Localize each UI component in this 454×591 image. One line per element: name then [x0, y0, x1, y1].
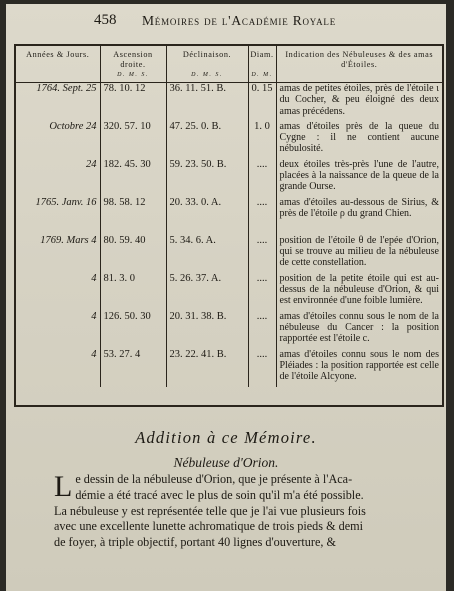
cell-description: position de l'étoile θ de l'epée d'Orion, qui se trouve au milieu de la nébuleuse de cette constellation.	[279, 234, 439, 269]
subheader-4	[276, 72, 442, 83]
cell-dec: 23. 22. 41. B.	[166, 349, 248, 387]
cell-date: 1765. Janv. 16	[16, 197, 100, 235]
cell-description: amas de petites étoiles, près de l'étoile ι du Cocher, & peu éloigné des deux amas précédens.	[279, 83, 439, 117]
cell-ra: 80. 59. 40	[100, 235, 166, 273]
header-diameter: Diam.	[248, 46, 276, 72]
cell-date: 24	[16, 159, 100, 197]
running-title: Mémoires de l'Académie Royale	[142, 13, 337, 28]
subheader-dec-units: D. M. S.	[166, 72, 248, 83]
cell-ra: 182. 45. 30	[100, 159, 166, 197]
cell-ra: 78. 10. 12	[100, 83, 166, 121]
section-subtitle: Nébuleuse d'Orion.	[173, 455, 279, 470]
table-row	[16, 349, 442, 387]
cell-description: amas d'étoiles près de la queue du Cygne : il ne contient aucune nébulosité.	[279, 120, 439, 155]
cell-description: position de la petite étoile qui est au-dessus de la nébuleuse d'Orion, & qui est environnée d'une foible lumière.	[279, 272, 439, 307]
body-line: de foyer, à triple objectif, portant 40 lignes d'ouverture, &	[54, 535, 336, 550]
header-declination: Déclinaison.	[166, 46, 248, 72]
cell-description: amas d'étoiles connu sous le nom des Pléiades : la position rapportée est celle de l'étoile Alcyone.	[279, 348, 439, 383]
body-paragraph	[54, 472, 432, 551]
cell-diam: ....	[248, 159, 276, 197]
cell-description: amas d'étoiles connu sous le nom de la nébuleuse du Cancer : la position rapportée est l'étoile c.	[279, 310, 439, 345]
cell-date: 1764. Sept. 25	[16, 83, 100, 121]
cell-diam: ....	[248, 235, 276, 273]
cell-dec: 5. 26. 37. A.	[166, 273, 248, 311]
table-row	[16, 311, 442, 349]
book-page	[6, 4, 446, 591]
header-indication: Indication des Nébuleuses & des amas d'Étoiles.	[285, 50, 434, 69]
cell-dec: 36. 11. 51. B.	[166, 83, 248, 121]
cell-ra: 320. 57. 10	[100, 121, 166, 159]
table-row	[16, 197, 442, 235]
cell-ra: 53. 27. 4	[100, 349, 166, 387]
cell-dec: 5. 34. 6. A.	[166, 235, 248, 273]
table-row	[16, 273, 442, 311]
body-line: La nébuleuse y est représentée telle que je l'ai vue plusieurs fois	[54, 503, 366, 518]
header-right-ascension: Ascension droite.	[100, 46, 166, 72]
cell-diam: 0. 15	[248, 83, 276, 121]
subheader-0	[16, 72, 100, 83]
cell-date: 1769. Mars 4	[16, 235, 100, 273]
table-row	[16, 83, 442, 121]
cell-date: 4	[16, 273, 100, 311]
cell-description: deux étoiles très-près l'une de l'autre, placées à la naissance de la queue de la grande Ourse.	[279, 158, 439, 193]
table-row	[16, 121, 442, 159]
table-row	[16, 235, 442, 273]
cell-date: 4	[16, 349, 100, 387]
cell-diam: ....	[248, 273, 276, 311]
page-number: 458	[94, 12, 117, 28]
cell-diam: 1. 0	[248, 121, 276, 159]
cell-date: Octobre 24	[16, 121, 100, 159]
cell-diam: ....	[248, 197, 276, 235]
page-header	[6, 12, 446, 32]
cell-diam: ....	[248, 311, 276, 349]
header-years-days: Années & Jours.	[16, 46, 100, 72]
cell-dec: 20. 33. 0. A.	[166, 197, 248, 235]
cell-description: amas d'étoiles au-dessous de Sirius, & près de l'étoile ρ du grand Chien.	[279, 196, 439, 219]
cell-dec: 59. 23. 50. B.	[166, 159, 248, 197]
drop-cap: L	[54, 470, 73, 503]
cell-dec: 20. 31. 38. B.	[166, 311, 248, 349]
section-title: Addition à ce Mémoire.	[135, 428, 317, 447]
body-line: e dessin de la nébuleuse d'Orion, que je présente à l'Aca-	[75, 472, 353, 486]
body-line: avec une excellente lunette achromatique de trois pieds & demi	[54, 519, 363, 534]
cell-ra: 126. 50. 30	[100, 311, 166, 349]
cell-ra: 81. 3. 0	[100, 273, 166, 311]
subheader-diam-units: D. M.	[248, 72, 276, 83]
cell-diam: ....	[248, 349, 276, 387]
subheader-ra-units: D. M. S.	[100, 72, 166, 83]
cell-dec: 47. 25. 0. B.	[166, 121, 248, 159]
nebulae-table	[14, 44, 444, 407]
cell-date: 4	[16, 311, 100, 349]
table-row	[16, 159, 442, 197]
body-line: démie a été tracé avec le plus de soin qu'il m'a été possible.	[75, 487, 364, 502]
cell-ra: 98. 58. 12	[100, 197, 166, 235]
